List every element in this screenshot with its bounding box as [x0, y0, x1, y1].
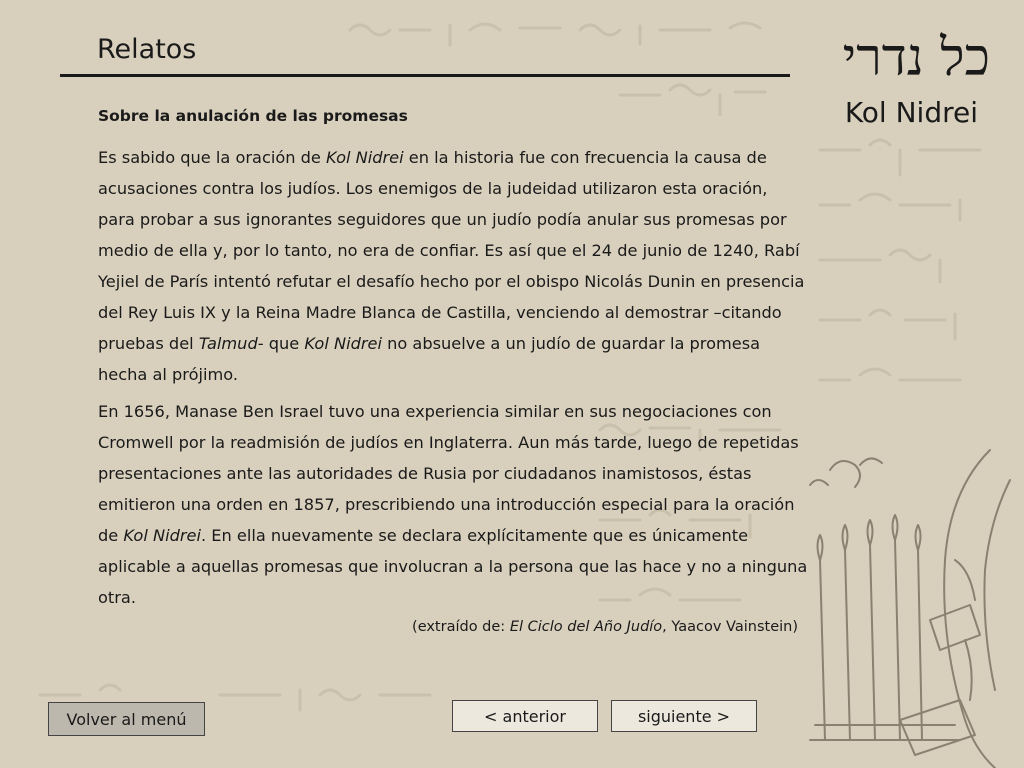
italic-text-run: Kol Nidrei — [123, 526, 201, 545]
next-button[interactable]: siguiente > — [611, 700, 757, 732]
previous-button[interactable]: < anterior — [452, 700, 598, 732]
title-divider — [60, 74, 790, 77]
article-subtitle: Sobre la anulación de las promesas — [98, 107, 408, 125]
article-paragraph-1 — [98, 142, 808, 390]
hebrew-title: כל נדרי — [842, 28, 990, 88]
text-run: (extraído de: — [412, 619, 510, 635]
italic-text-run: Talmud — [198, 334, 258, 353]
text-run: Es sabido que la oración de — [98, 148, 327, 167]
page-title: Kol Nidrei — [844, 96, 978, 129]
section-title: Relatos — [97, 34, 197, 65]
article — [98, 104, 808, 635]
text-run: En 1656, Manase Ben Israel tuvo una experiencia similar en sus negociaciones con Cromwell por la readmisión de judíos en Inglaterra. Aun más tarde, luego de repetidas presentaciones ante las autoridades de Rusia por ciudadanos inamistosos, éstas emitieron una orden en 1857, prescribiendo una introducción especial para la oración de — [98, 402, 799, 545]
article-citation — [98, 619, 808, 635]
text-run: . En ella nuevamente se declara explícitamente que es únicamente aplicable a aquellas promesas que involucran a la persona que las hace y no a ninguna otra. — [98, 526, 808, 607]
italic-text-run: El Ciclo del Año Judío — [509, 619, 663, 635]
italic-text-run: Kol Nidrei — [326, 148, 404, 167]
praying-man-with-candles-illustration — [790, 440, 1024, 768]
text-run: , Yaacov Vainstein) — [662, 619, 798, 635]
italic-text-run: Kol Nidrei — [304, 334, 382, 353]
text-run: en la historia fue con frecuencia la causa de acusaciones contra los judíos. Los enemigos de la judeidad utilizaron esta oración, para probar a sus ignorantes seguidores que un judío podía anular sus promesas por medio de ella y, por lo tanto, no era de confiar. Es así que el 24 de junio de 1240, Rabí Yejiel de París intentó refutar el desafío hecho por el obispo Nicolás Dunin en presencia del Rey Luis IX y la Reina Madre Blanca de Castilla, venciendo al demostrar –citando pruebas del — [98, 148, 805, 353]
back-to-menu-button[interactable]: Volver al menú — [48, 702, 205, 736]
text-run: no absuelve a un judío de guardar la promesa hecha al prójimo. — [98, 334, 761, 384]
text-run: - que — [257, 334, 305, 353]
article-paragraph-2 — [98, 396, 808, 613]
